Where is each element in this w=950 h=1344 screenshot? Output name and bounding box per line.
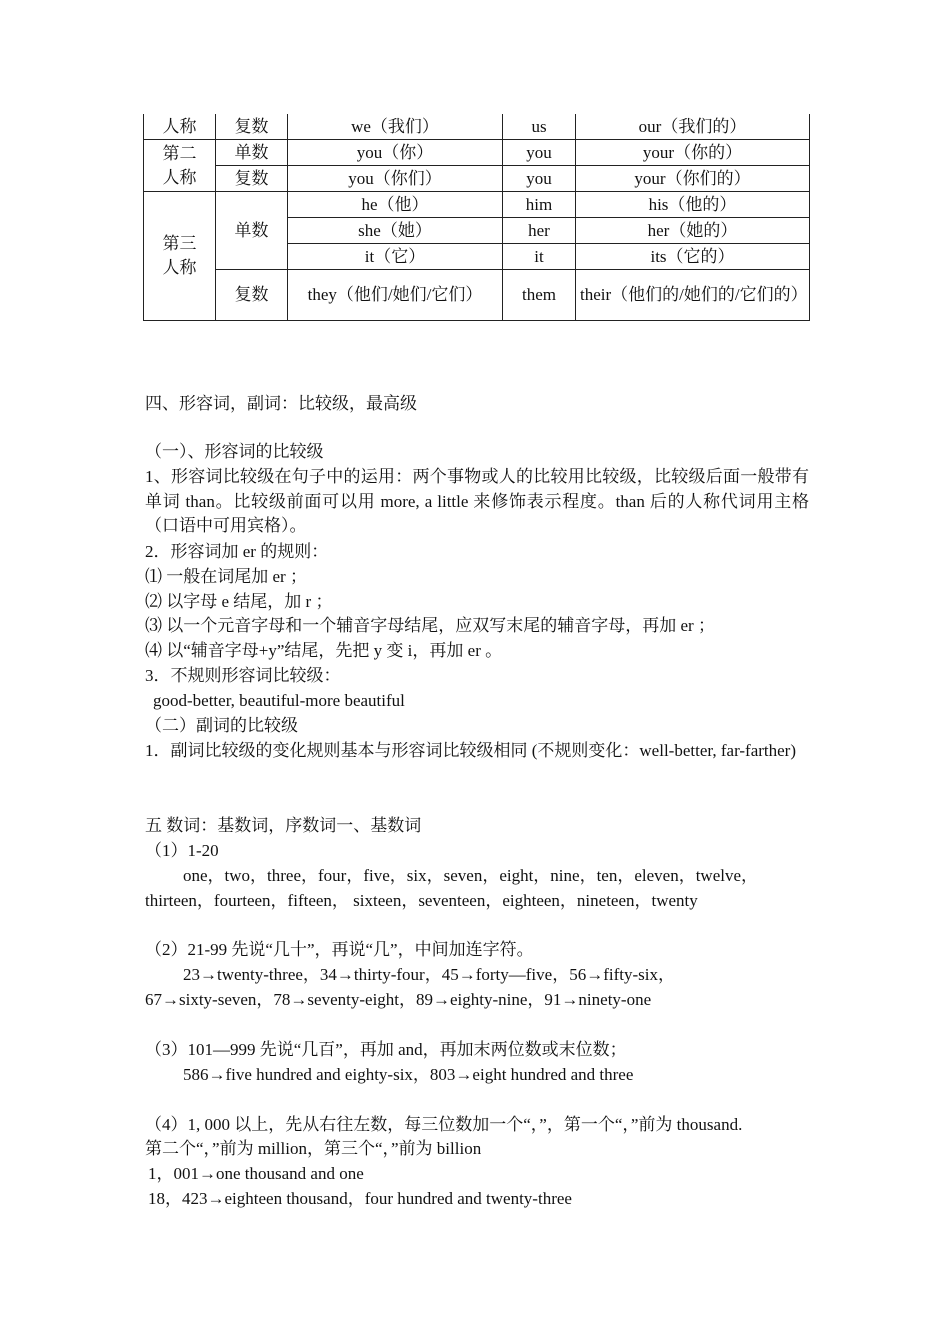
paragraph: 1、形容词比较级在句子中的运用：两个事物或人的比较用比较级，比较级后面一般带有单词 than。比较级前面可以用 more, a little 来修饰表示程度。than 后的人称代词用主格（口语中可用宾格）。	[145, 467, 809, 535]
table-cell	[144, 192, 216, 321]
table-cell: us	[503, 114, 576, 140]
table-cell: you	[503, 140, 576, 166]
table-cell: her（她的）	[576, 218, 810, 244]
paragraph: 2．形容词加 er 的规则：	[145, 542, 329, 561]
table-cell: 复数	[216, 166, 288, 192]
subheading: （2）21-99 先说“几十”，再说“几”，中间加连字符。	[145, 940, 534, 959]
table-cell: 人称	[144, 114, 216, 140]
cell-line: 人称	[162, 167, 197, 187]
table-cell: you	[503, 166, 576, 192]
table-cell: your（你们的）	[576, 166, 810, 192]
section-heading: 五 数词：基数词，序数词一、基数词	[145, 816, 422, 835]
list-item: ⑶ 以一个元音字母和一个辅音字母结尾，应双写末尾的辅音字母，再加 er ；	[145, 616, 715, 635]
table-cell: 复数	[216, 270, 288, 321]
list-item: ⑴ 一般在词尾加 er ；	[145, 567, 307, 586]
table-row	[144, 270, 810, 321]
table-row	[144, 114, 810, 140]
table-cell: its（它的）	[576, 244, 810, 270]
table-cell	[144, 140, 216, 192]
cell-line: 第三	[162, 234, 197, 253]
example-line: thirteen，fourteen，fifteen， sixteen，seventeen，eighteen，nineteen，twenty	[145, 891, 698, 910]
paragraph: 3．不规则形容词比较级：	[145, 666, 341, 685]
subheading: （一）、形容词的比较级	[145, 442, 324, 461]
pronoun-table	[143, 114, 810, 321]
table-row	[144, 140, 810, 166]
table-cell: you（你）	[288, 140, 503, 166]
table-cell: 复数	[216, 114, 288, 140]
table-cell: 单数	[216, 140, 288, 166]
cell-line: 人称	[162, 258, 197, 277]
example-line: good-better, beautiful-more beautiful	[153, 691, 405, 710]
table-row	[144, 192, 810, 218]
subheading: （3）101—999 先说“几百”，再加 and，再加末两位数或末位数；	[145, 1040, 627, 1059]
table-cell: you（你们）	[288, 166, 503, 192]
example-line: 18，423→eighteen thousand，four hundred and twenty-three	[148, 1189, 572, 1208]
example-line: 1，001→one thousand and one	[148, 1164, 364, 1183]
table-cell: our（我们的）	[576, 114, 810, 140]
table-cell: we（我们）	[288, 114, 503, 140]
table-cell: your（你的）	[576, 140, 810, 166]
example-line: one，two，three，four，five，six，seven，eight，nine，ten，eleven，twelve，	[183, 866, 759, 885]
example-line: 23→twenty-three，34→thirty-four，45→forty—five，56→fifty-six，	[183, 965, 675, 984]
list-item: ⑷ 以“辅音字母+y”结尾，先把 y 变 i，再加 er 。	[145, 641, 503, 660]
subheading: （4）1, 000 以上，先从右往左数，每三位数加一个“，”，第一个“，”前为 thousand.	[145, 1115, 743, 1134]
paragraph: 1．副词比较级的变化规则基本与形容词比较级相同 (不规则变化：well-better, far-farther)	[145, 741, 797, 760]
table-cell: them	[503, 270, 576, 321]
table-cell: she（她）	[288, 218, 503, 244]
subheading: （二）副词的比较级	[145, 716, 298, 735]
table-cell: their（他们的/她们的/它们的）	[576, 270, 810, 321]
subheading: （1）1-20	[145, 841, 219, 860]
table-cell: her	[503, 218, 576, 244]
table-cell: they（他们/她们/它们）	[288, 270, 503, 321]
cell-line: 第二	[162, 143, 197, 163]
section-heading: 四、形容词，副词：比较级，最高级	[145, 394, 417, 413]
paragraph: 第二个“，”前为 million，第三个“，”前为 billion	[145, 1139, 482, 1158]
table-cell: it（它）	[288, 244, 503, 270]
example-line: 586→five hundred and eighty-six，803→eight hundred and three	[183, 1065, 634, 1084]
table-cell: 单数	[216, 192, 288, 270]
table-cell: he（他）	[288, 192, 503, 218]
list-item: ⑵ 以字母 e 结尾，加 r ；	[145, 592, 333, 611]
table-cell: his（他的）	[576, 192, 810, 218]
table-cell: him	[503, 192, 576, 218]
example-line: 67→sixty-seven，78→seventy-eight，89→eighty-nine，91→ninety-one	[145, 990, 652, 1009]
table-cell: it	[503, 244, 576, 270]
table-row	[144, 166, 810, 192]
